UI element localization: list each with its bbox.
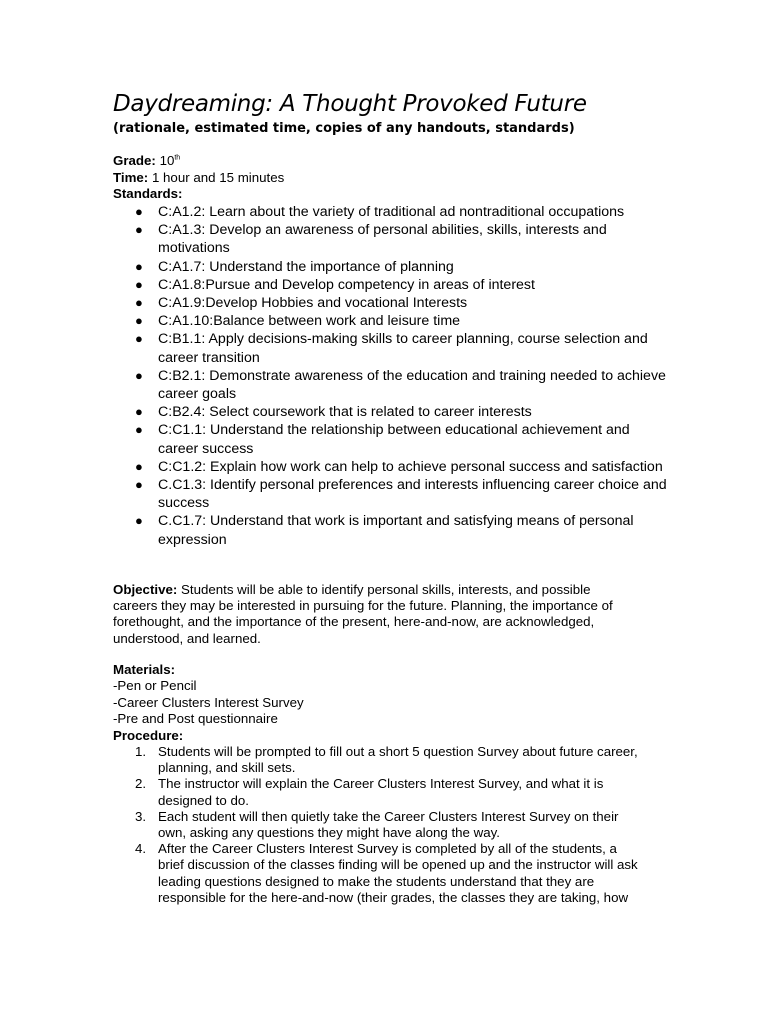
standard-item: ● C:B1.1: Apply decisions-making skills to career planning, course selection and career transition	[135, 331, 648, 366]
document-title: Daydreaming: A Thought Provoked Future	[113, 91, 587, 117]
procedure-list	[113, 744, 638, 906]
grade-suffix: th	[174, 154, 181, 162]
procedure-step: 1. Students will be prompted to fill out a short 5 question Survey about future career, planning, and skill sets.	[135, 744, 638, 776]
bullet-icon: ●	[135, 477, 143, 493]
grade-row	[113, 153, 284, 170]
standard-item: ● C:A1.3: Develop an awareness of personal abilities, skills, interests and motivations	[135, 222, 607, 257]
step-number: 1.	[135, 744, 147, 759]
material-item: -Pre and Post questionnaire	[113, 711, 278, 727]
document-subtitle: (rationale, estimated time, copies of any handouts, standards)	[113, 121, 575, 136]
lesson-fields	[113, 153, 284, 203]
step-number: 4.	[135, 841, 147, 857]
objective-label: Objective:	[113, 582, 178, 597]
procedure-label: Procedure:	[113, 727, 184, 743]
standard-item: ● C:A1.10:Balance between work and leisure time	[135, 313, 461, 330]
grade-value: 10	[159, 153, 175, 168]
standards-list	[113, 203, 673, 549]
bullet-icon: ●	[135, 331, 143, 347]
bullet-icon: ●	[135, 276, 143, 292]
time-value: 1 hour and 15 minutes	[151, 169, 285, 185]
time-label: Time:	[113, 169, 149, 185]
standards-heading-row	[113, 186, 284, 203]
materials-section	[113, 662, 638, 744]
bullet-icon: ●	[135, 313, 143, 329]
objective-paragraph	[113, 582, 638, 647]
material-item: -Pen or Pencil	[113, 678, 197, 694]
standard-item: ● C:C1.1: Understand the relationship between educational achievement and career success	[135, 422, 630, 457]
procedure-step: 4. After the Career Clusters Interest Survey is completed by all of the students, a brief discussion of the classes finding will be opened up and the instructor will ask leading questions designed to make the students understand that they are responsible for the here-and-now (their grades, the classes they are taking, how	[135, 841, 638, 905]
standard-item: ● C:C1.2: Explain how work can help to achieve personal success and satisfaction	[135, 458, 663, 475]
standard-item: ● C.C1.3: Identify personal preferences and interests influencing career choice and success	[135, 477, 667, 512]
bullet-icon: ●	[135, 295, 143, 311]
procedure-step: 3. Each student will then quietly take the Career Clusters Interest Survey on their own, asking any questions they might have along the way.	[135, 808, 619, 841]
standard-item: ● C:A1.7: Understand the importance of planning	[135, 258, 454, 275]
standard-item: ● C:A1.2: Learn about the variety of traditional ad nontraditional occupations	[135, 204, 625, 220]
objective-text: Students will be able to identify personal skills, interests, and possible careers they may be interested in pursuing for the future. Planning, the importance of forethought, and the importance of the present, here-and-now, are acknowledged, understood, and learned.	[113, 582, 613, 646]
standards-label: Standards:	[113, 186, 183, 201]
standard-item: ● C:A1.9:Develop Hobbies and vocational Interests	[135, 295, 468, 312]
procedure-step: 2. The instructor will explain the Career Clusters Interest Survey, and what it is designed to do.	[135, 776, 604, 808]
bullet-icon: ●	[135, 204, 143, 219]
step-number: 2.	[135, 776, 147, 792]
bullet-icon: ●	[135, 404, 143, 420]
bullet-icon: ●	[135, 513, 143, 529]
standard-item: ● C:B2.1: Demonstrate awareness of the education and training needed to achieve career goals	[135, 367, 666, 403]
grade-label: Grade:	[113, 153, 156, 168]
materials-label: Materials:	[113, 662, 176, 677]
step-number: 3.	[135, 808, 147, 824]
bullet-icon: ●	[135, 222, 143, 238]
standard-item: ● C:B2.4: Select coursework that is related to career interests	[135, 404, 532, 421]
time-row	[113, 170, 284, 187]
bullet-icon: ●	[135, 367, 143, 383]
bullet-icon: ●	[135, 458, 143, 474]
standard-item: ● C.C1.7: Understand that work is important and satisfying means of personal expression	[135, 513, 634, 548]
bullet-icon: ●	[135, 258, 143, 274]
standard-item: ● C:A1.8:Pursue and Develop competency in areas of interest	[135, 276, 535, 293]
material-item: -Career Clusters Interest Survey	[113, 694, 304, 710]
bullet-icon: ●	[135, 422, 143, 438]
